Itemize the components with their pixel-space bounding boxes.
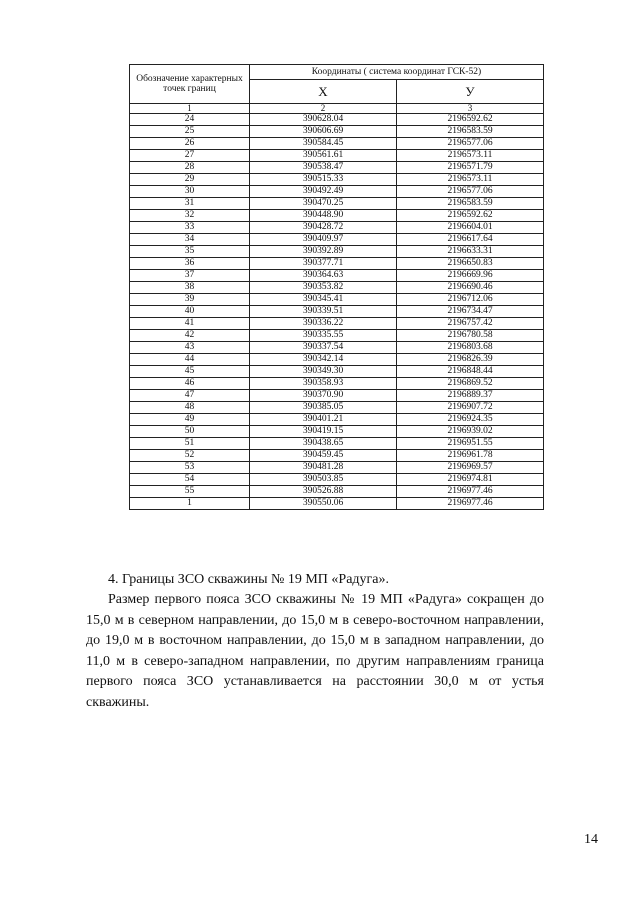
point-id-cell: 24 <box>130 114 250 126</box>
table-row <box>130 378 544 390</box>
x-coordinate-cell: 390561.61 <box>250 150 397 162</box>
table-row <box>130 330 544 342</box>
y-coordinate-cell: 2196977.46 <box>397 498 544 510</box>
x-coordinate-cell: 390606.69 <box>250 126 397 138</box>
y-coordinate-cell: 2196592.62 <box>397 114 544 126</box>
point-id-cell: 42 <box>130 330 250 342</box>
point-id-cell: 50 <box>130 426 250 438</box>
y-coordinate-cell: 2196848.44 <box>397 366 544 378</box>
y-coordinate-cell: 2196780.58 <box>397 330 544 342</box>
y-coordinate-cell: 2196577.06 <box>397 138 544 150</box>
point-id-cell: 44 <box>130 354 250 366</box>
x-coordinate-cell: 390503.85 <box>250 474 397 486</box>
point-id-cell: 34 <box>130 234 250 246</box>
point-id-cell: 49 <box>130 414 250 426</box>
table-row <box>130 498 544 510</box>
table-row <box>130 318 544 330</box>
table-row <box>130 222 544 234</box>
x-coordinate-cell: 390481.28 <box>250 462 397 474</box>
x-coordinate-cell: 390370.90 <box>250 390 397 402</box>
point-id-cell: 32 <box>130 210 250 222</box>
table-row <box>130 474 544 486</box>
table-row <box>130 174 544 186</box>
table-row <box>130 126 544 138</box>
x-coordinate-cell: 390364.63 <box>250 270 397 282</box>
y-coordinate-cell: 2196889.37 <box>397 390 544 402</box>
y-coordinate-cell: 2196592.62 <box>397 210 544 222</box>
y-coordinate-cell: 2196571.79 <box>397 162 544 174</box>
column-number-row <box>130 104 544 114</box>
y-coordinate-cell: 2196803.68 <box>397 342 544 354</box>
table-row <box>130 306 544 318</box>
point-id-cell: 31 <box>130 198 250 210</box>
x-coordinate-cell: 390419.15 <box>250 426 397 438</box>
table-row <box>130 414 544 426</box>
point-id-cell: 55 <box>130 486 250 498</box>
point-id-cell: 52 <box>130 450 250 462</box>
coordinates-table <box>129 64 544 510</box>
table-row <box>130 402 544 414</box>
table-row <box>130 426 544 438</box>
table-row <box>130 210 544 222</box>
x-coordinate-cell: 390336.22 <box>250 318 397 330</box>
table-row <box>130 486 544 498</box>
point-id-cell: 41 <box>130 318 250 330</box>
table-row <box>130 462 544 474</box>
table-row <box>130 342 544 354</box>
x-coordinate-cell: 390349.30 <box>250 366 397 378</box>
section-heading: 4. Границы ЗСО скважины № 19 МП «Радуга». <box>108 572 389 587</box>
x-coordinate-cell: 390628.04 <box>250 114 397 126</box>
y-coordinate-cell: 2196712.06 <box>397 294 544 306</box>
x-coordinate-cell: 390492.49 <box>250 186 397 198</box>
y-coordinate-cell: 2196977.46 <box>397 486 544 498</box>
x-coordinate-cell: 390550.06 <box>250 498 397 510</box>
section-paragraph: Размер первого пояса ЗСО скважины № 19 МП «Радуга» сокращен до 15,0 м в северном направлении, до 15,0 м в северо-восточном направлении, до 19,0 м в восточном направлении, до 15,0 м в западном направлении, до 11,0 м в северо-западном направлении, по другим направлениям граница первого пояса ЗСО устанавливается на расстоянии 30,0 м от устья скважины. <box>86 592 544 710</box>
x-coordinate-cell: 390342.14 <box>250 354 397 366</box>
table-row <box>130 150 544 162</box>
y-coordinate-cell: 2196974.81 <box>397 474 544 486</box>
x-coordinate-cell: 390337.54 <box>250 342 397 354</box>
y-coordinate-cell: 2196961.78 <box>397 450 544 462</box>
point-id-cell: 53 <box>130 462 250 474</box>
y-coordinate-cell: 2196633.31 <box>397 246 544 258</box>
x-coordinate-cell: 390459.45 <box>250 450 397 462</box>
y-coordinate-cell: 2196583.59 <box>397 198 544 210</box>
table-row <box>130 390 544 402</box>
point-id-cell: 51 <box>130 438 250 450</box>
y-coordinate-cell: 2196650.83 <box>397 258 544 270</box>
point-id-cell: 1 <box>130 498 250 510</box>
y-coordinate-cell: 2196757.42 <box>397 318 544 330</box>
x-coordinate-cell: 390353.82 <box>250 282 397 294</box>
table-row <box>130 114 544 126</box>
x-coordinate-cell: 390335.55 <box>250 330 397 342</box>
point-id-cell: 25 <box>130 126 250 138</box>
x-column-header: X <box>250 80 397 104</box>
table-row <box>130 198 544 210</box>
point-id-cell: 40 <box>130 306 250 318</box>
x-coordinate-cell: 390526.88 <box>250 486 397 498</box>
y-coordinate-cell: 2196734.47 <box>397 306 544 318</box>
x-coordinate-cell: 390385.05 <box>250 402 397 414</box>
point-id-cell: 46 <box>130 378 250 390</box>
table-row <box>130 438 544 450</box>
y-coordinate-cell: 2196969.57 <box>397 462 544 474</box>
y-coordinate-cell: 2196869.52 <box>397 378 544 390</box>
x-coordinate-cell: 390345.41 <box>250 294 397 306</box>
y-column-header: У <box>397 80 544 104</box>
point-id-cell: 47 <box>130 390 250 402</box>
point-id-cell: 27 <box>130 150 250 162</box>
point-id-cell: 43 <box>130 342 250 354</box>
y-coordinate-cell: 2196573.11 <box>397 174 544 186</box>
coordinate-system-header: Координаты ( система координат ГСК-52) <box>250 65 544 80</box>
point-id-cell: 54 <box>130 474 250 486</box>
table-row <box>130 294 544 306</box>
column-number: 3 <box>397 104 544 114</box>
y-coordinate-cell: 2196604.01 <box>397 222 544 234</box>
y-coordinate-cell: 2196583.59 <box>397 126 544 138</box>
y-coordinate-cell: 2196951.55 <box>397 438 544 450</box>
y-coordinate-cell: 2196617.64 <box>397 234 544 246</box>
point-id-cell: 29 <box>130 174 250 186</box>
table-row <box>130 186 544 198</box>
y-coordinate-cell: 2196939.02 <box>397 426 544 438</box>
x-coordinate-cell: 390358.93 <box>250 378 397 390</box>
x-coordinate-cell: 390392.89 <box>250 246 397 258</box>
x-coordinate-cell: 390377.71 <box>250 258 397 270</box>
point-id-cell: 26 <box>130 138 250 150</box>
coordinates-table-body <box>130 114 544 510</box>
point-id-cell: 28 <box>130 162 250 174</box>
point-id-cell: 36 <box>130 258 250 270</box>
table-row <box>130 270 544 282</box>
table-row <box>130 450 544 462</box>
x-coordinate-cell: 390448.90 <box>250 210 397 222</box>
y-coordinate-cell: 2196573.11 <box>397 150 544 162</box>
column-number: 1 <box>130 104 250 114</box>
x-coordinate-cell: 390409.97 <box>250 234 397 246</box>
point-id-cell: 33 <box>130 222 250 234</box>
point-column-header: Обозначение характерных точек границ <box>130 65 250 104</box>
y-coordinate-cell: 2196577.06 <box>397 186 544 198</box>
x-coordinate-cell: 390515.33 <box>250 174 397 186</box>
x-coordinate-cell: 390428.72 <box>250 222 397 234</box>
y-coordinate-cell: 2196924.35 <box>397 414 544 426</box>
x-coordinate-cell: 390538.47 <box>250 162 397 174</box>
y-coordinate-cell: 2196907.72 <box>397 402 544 414</box>
column-number: 2 <box>250 104 397 114</box>
table-row <box>130 354 544 366</box>
point-id-cell: 30 <box>130 186 250 198</box>
table-row <box>130 258 544 270</box>
table-row <box>130 234 544 246</box>
y-coordinate-cell: 2196690.46 <box>397 282 544 294</box>
x-coordinate-cell: 390584.45 <box>250 138 397 150</box>
y-coordinate-cell: 2196826.39 <box>397 354 544 366</box>
x-coordinate-cell: 390339.51 <box>250 306 397 318</box>
table-row <box>130 282 544 294</box>
point-id-cell: 48 <box>130 402 250 414</box>
table-row <box>130 162 544 174</box>
table-row <box>130 246 544 258</box>
table-row <box>130 366 544 378</box>
point-id-cell: 35 <box>130 246 250 258</box>
point-id-cell: 39 <box>130 294 250 306</box>
y-coordinate-cell: 2196669.96 <box>397 270 544 282</box>
x-coordinate-cell: 390470.25 <box>250 198 397 210</box>
point-id-cell: 45 <box>130 366 250 378</box>
x-coordinate-cell: 390438.65 <box>250 438 397 450</box>
point-id-cell: 37 <box>130 270 250 282</box>
page-number: 14 <box>584 832 598 847</box>
point-id-cell: 38 <box>130 282 250 294</box>
x-coordinate-cell: 390401.21 <box>250 414 397 426</box>
table-row <box>130 138 544 150</box>
